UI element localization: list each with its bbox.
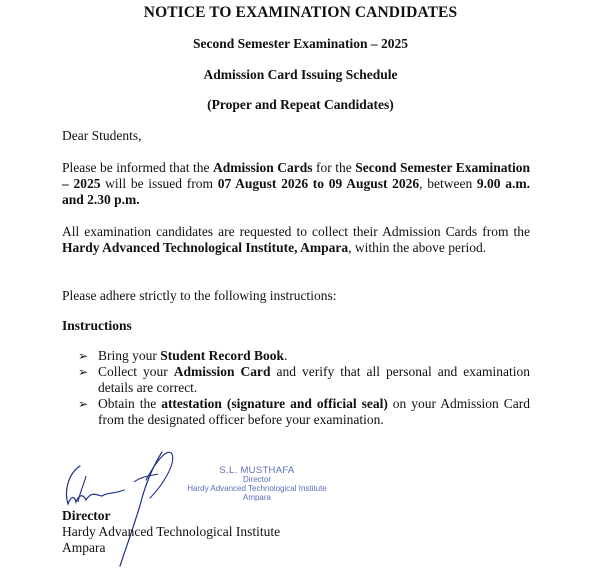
exam-name: Second Semester Examination – 2025 bbox=[193, 36, 408, 51]
instruction-text: Obtain the bbox=[98, 396, 162, 411]
p1-date-range: 07 August 2026 to 09 August 2026 bbox=[217, 176, 420, 191]
p1-text-3: will be issued from bbox=[100, 176, 218, 191]
issue-schedule-paragraph bbox=[62, 160, 530, 208]
signatory-place: Ampara bbox=[62, 540, 106, 555]
arrow-bullet-icon: ➢ bbox=[78, 365, 89, 379]
instructions-heading: Instructions bbox=[62, 318, 132, 333]
p2-institute: Hardy Advanced Technological Institute, Ampara bbox=[62, 240, 349, 255]
stamp-place: Ampara bbox=[242, 493, 271, 502]
p1-time-range: 9.00 a.m. and 2.30 p.m. bbox=[62, 176, 530, 207]
p1-exam-name: Second Semester Examination – 2025 bbox=[62, 160, 531, 191]
schedule-heading: Admission Card Issuing Schedule bbox=[203, 67, 398, 82]
candidates-subheading: (Proper and Repeat Candidates) bbox=[207, 97, 394, 112]
salutation: Dear Students, bbox=[62, 128, 142, 143]
instruction-text: and verify that all personal and examination details are correct. bbox=[98, 364, 530, 395]
adhere-paragraph: Please adhere strictly to the following instructions: bbox=[62, 288, 337, 303]
p1-text-1: Please be informed that the bbox=[62, 160, 213, 175]
instruction-bold: attestation (signature and official seal) bbox=[161, 396, 388, 411]
p2-text-2: , within the above period. bbox=[348, 240, 487, 255]
instruction-text: . bbox=[284, 348, 288, 363]
official-seal bbox=[142, 466, 372, 502]
instruction-text: on your Admission Card from the designated officer before your examination. bbox=[98, 396, 530, 427]
instruction-bold: Student Record Book bbox=[160, 348, 285, 363]
arrow-bullet-icon: ➢ bbox=[78, 397, 89, 411]
p2-text-1: All examination candidates are requested to collect their Admission Cards from the bbox=[62, 224, 530, 239]
signatory-title: Director bbox=[62, 508, 111, 523]
instruction-item bbox=[62, 364, 530, 396]
stamp-institute: Hardy Advanced Technological Institute bbox=[187, 484, 327, 493]
instructions-list bbox=[62, 348, 530, 428]
stamp-role: Director bbox=[242, 475, 271, 484]
signatory-institute: Hardy Advanced Technological Institute bbox=[62, 524, 281, 539]
instruction-text: Collect your bbox=[98, 364, 174, 379]
arrow-bullet-icon: ➢ bbox=[78, 349, 89, 363]
p1-admission-cards: Admission Cards bbox=[212, 160, 313, 175]
instruction-text: Bring your bbox=[98, 348, 161, 363]
instruction-bold: Admission Card bbox=[173, 364, 271, 379]
stamp-name: S.L. MUSTHAFA bbox=[219, 465, 295, 476]
p1-text-2: for the bbox=[312, 160, 356, 175]
instruction-item bbox=[62, 348, 530, 364]
notice-title: NOTICE TO EXAMINATION CANDIDATES bbox=[143, 4, 458, 21]
collection-paragraph bbox=[62, 224, 530, 256]
instruction-item bbox=[62, 396, 530, 428]
p1-text-4: , between bbox=[419, 176, 477, 191]
